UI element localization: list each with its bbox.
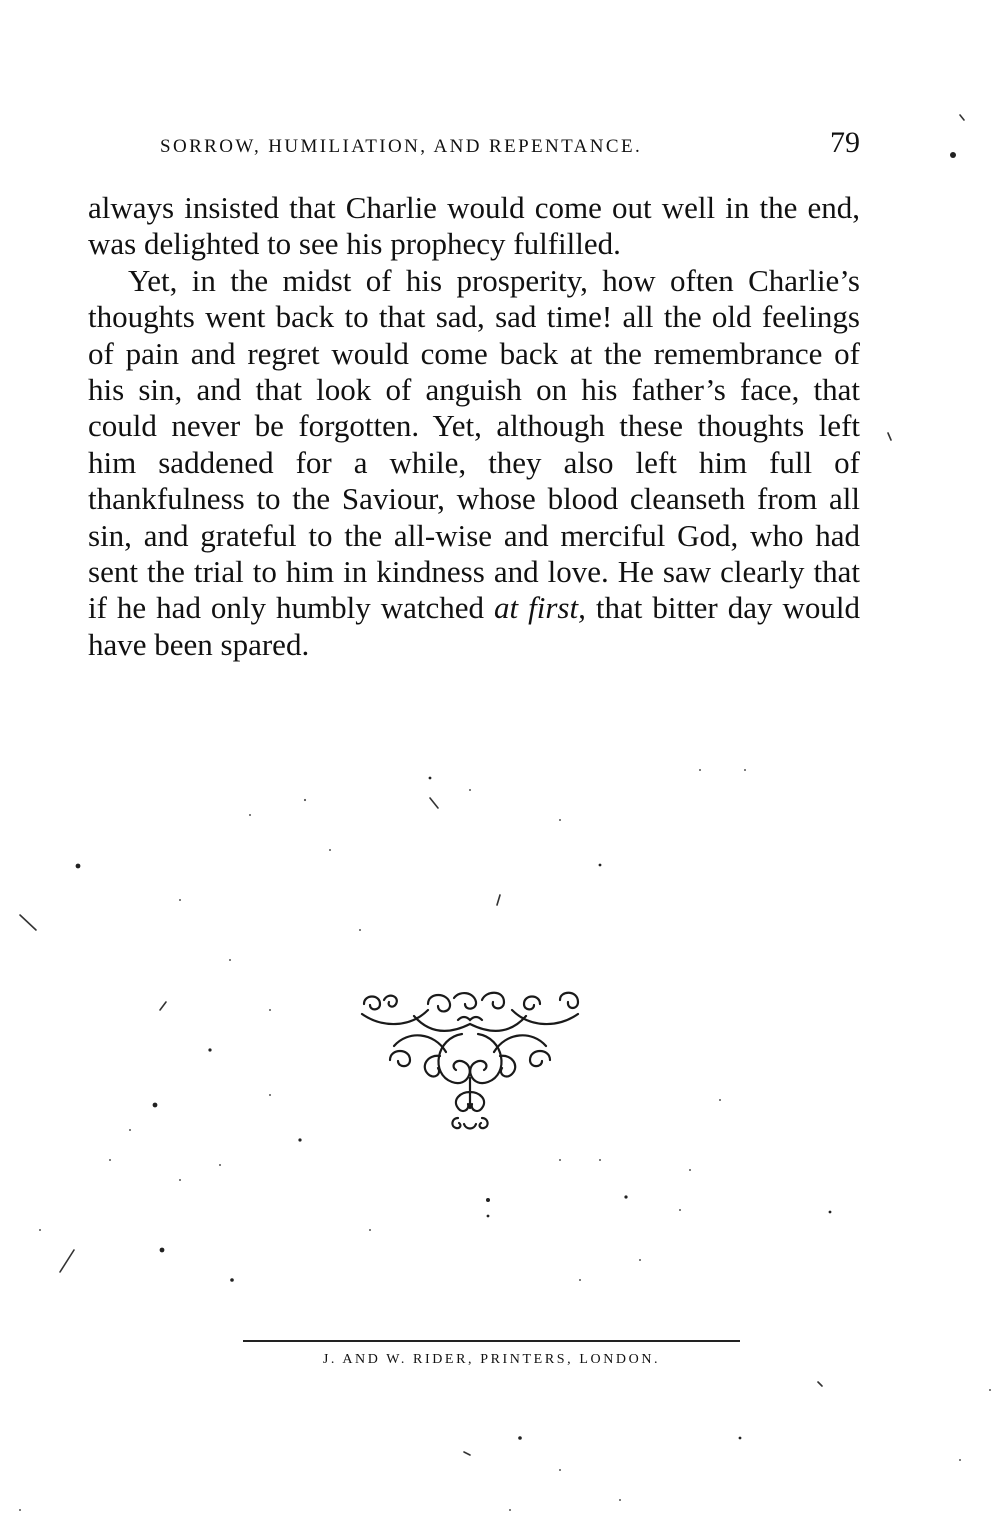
page-number: 79 (830, 126, 860, 159)
printer-imprint: J. AND W. RIDER, PRINTERS, LONDON. (322, 1352, 661, 1367)
paragraph-2-main: Yet, in the midst of his prosperity, how often Charlie’s thoughts went back to that sad, sad time! all the old feelings of pain and regret would come back at the remembrance of his sin, and that look of anguish on his father’s face, that could never be forgotten. Yet, although these thoughts left him saddened for a while, they also left him full of thankfulness to the Saviour, whose blood cleanseth from all sin, and grateful to the all-wise and merciful God, who had sent the trial to him in kindness and love. He saw clearly that if he had only humbly watched (88, 262, 860, 626)
paragraph-2-end: that bitter day would have been spared. (88, 590, 860, 662)
paragraph-2-emphasis: at first, (494, 590, 586, 626)
running-title: SORROW, HUMILIATION, AND REPENTANCE. (160, 136, 643, 157)
paragraph-1: always insisted that Charlie would come out well in the end, was delighted to see his prophecy fulfilled. (88, 190, 860, 262)
